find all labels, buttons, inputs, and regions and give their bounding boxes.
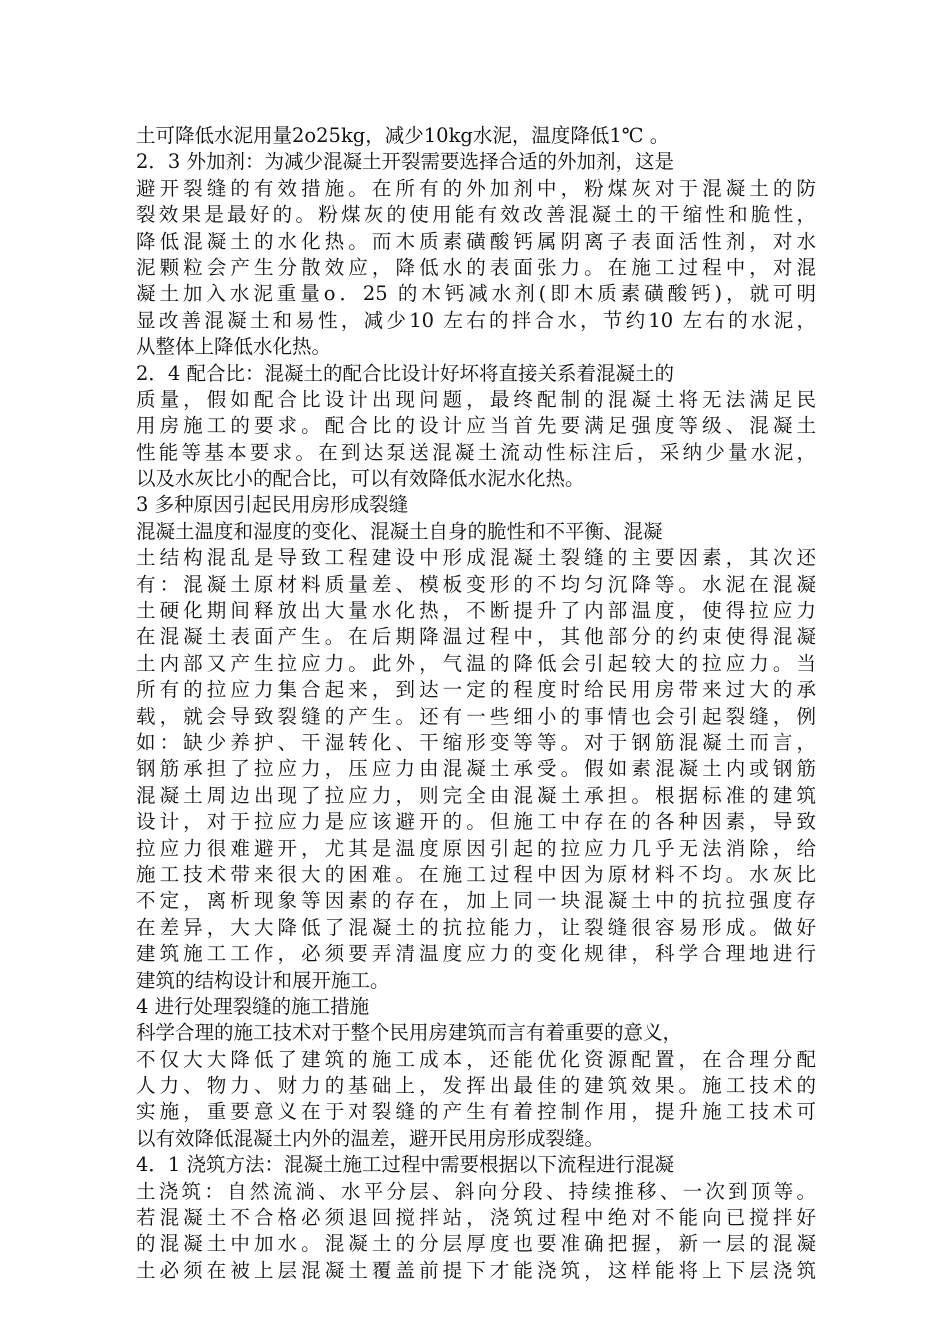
text-line: 实施，重要意义在于对裂缝的产生有着控制作用，提升施工技术可 (136, 1100, 816, 1124)
text-line: 设计，对于拉应力是应该避开的。但施工中存在的各种因素，导致 (136, 810, 816, 834)
text-line: 4．1 浇筑方法：混凝土施工过程中需要根据以下流程进行混凝 (136, 1153, 675, 1177)
text-line: 拉应力很难避开，尤其是温度原因引起的拉应力几乎无法消除，给 (136, 836, 816, 860)
text-line: 显改善混凝土和易性，减少10 左右的拌合水，节约10 左右的水泥， (136, 308, 816, 332)
text-line: 如：缺少养护、干湿转化、干缩形变等等。对于钢筋混凝土而言， (136, 730, 816, 754)
text-line: 从整体上降低水化热。 (136, 335, 332, 359)
text-line: 性能等基本要求。在到达泵送混凝土流动性标注后，采纳少量水泥， (136, 440, 816, 464)
text-line: 不定，离析现象等因素的存在，加上同一块混凝土中的抗拉强度存 (136, 889, 816, 913)
text-line: 人力、物力、财力的基础上，发挥出最佳的建筑效果。施工技术的 (136, 1074, 816, 1098)
text-line: 土可降低水泥用量2o25kg，减少10kg水泥，温度降低1℃ 。 (136, 124, 670, 147)
text-line: 混凝土温度和湿度的变化、混凝土自身的脆性和不平衡、混凝 (136, 519, 663, 543)
text-line: 2．4 配合比：混凝土的配合比设计好坏将直接关系着混凝土的 (136, 361, 675, 385)
text-line: 所有的拉应力集合起来，到达一定的程度时给民用房带来过大的承 (136, 678, 816, 702)
text-line: 科学合理的施工技术对于整个民用房建筑而言有着重要的意义， (136, 1021, 683, 1045)
text-line: 不仅大大降低了建筑的施工成本，还能优化资源配置，在合理分配 (136, 1047, 816, 1071)
text-line: 土必须在被上层混凝土覆盖前提下才能浇筑，这样能将上下层浇筑 (136, 1258, 816, 1282)
text-line: 有：混凝土原材料质量差、模板变形的不均匀沉降等。水泥在混凝 (136, 572, 816, 596)
text-line: 土浇筑：自然流淌、水平分层、斜向分段、持续推移、一次到顶等。 (136, 1179, 816, 1203)
text-line: 避开裂缝的有效措施。在所有的外加剂中，粉煤灰对于混凝土的防 (136, 176, 816, 200)
text-line: 钢筋承担了拉应力，压应力由混凝土承受。假如素混凝土内或钢筋 (136, 757, 816, 781)
text-line: 质量，假如配合比设计出现问题，最终配制的混凝土将无法满足民 (136, 387, 816, 411)
text-line: 载，就会导致裂缝的产生。还有一些细小的事情也会引起裂缝，例 (136, 704, 816, 728)
section-heading: 3 多种原因引起民用房形成裂缝 (136, 493, 409, 517)
text-line: 裂效果是最好的。粉煤灰的使用能有效改善混凝土的干缩性和脆性， (136, 203, 816, 227)
text-line: 凝土加入水泥重量o．25 的木钙减水剂(即木质素磺酸钙)，就可明 (136, 282, 816, 306)
text-line: 用房施工的要求。配合比的设计应当首先要满足强度等级、混凝土 (136, 414, 816, 438)
text-line: 在差异，大大降低了混凝土的抗拉能力，让裂缝很容易形成。做好 (136, 915, 816, 939)
text-line: 在混凝土表面产生。在后期降温过程中，其他部分的约束使得混凝 (136, 625, 816, 649)
text-line: 以及水灰比小的配合比，可以有效降低水泥水化热。 (136, 467, 585, 491)
section-heading: 4 进行处理裂缝的施工措施 (136, 994, 370, 1018)
text-line: 2．3 外加剂：为减少混凝土开裂需要选择合适的外加剂，这是 (136, 150, 675, 174)
text-line: 建筑的结构设计和展开施工。 (136, 968, 390, 992)
text-line: 以有效降低混凝土内外的温差，避开民用房形成裂缝。 (136, 1126, 605, 1150)
text-line: 土内部又产生拉应力。此外，气温的降低会引起较大的拉应力。当 (136, 651, 816, 675)
text-line: 土硬化期间释放出大量水化热，不断提升了内部温度，使得拉应力 (136, 599, 816, 623)
text-line: 土结构混乱是导致工程建设中形成混凝土裂缝的主要因素，其次还 (136, 546, 816, 570)
text-line: 混凝土周边出现了拉应力，则完全由混凝土承担。根据标准的建筑 (136, 783, 816, 807)
text-line: 建筑施工工作，必须要弄清温度应力的变化规律，科学合理地进行 (136, 942, 816, 966)
text-line: 降低混凝土的水化热。而木质素磺酸钙属阴离子表面活性剂，对水 (136, 229, 816, 253)
text-line: 的混凝土中加水。混凝土的分层厚度也要准确把握，新一层的混凝 (136, 1232, 816, 1256)
text-line: 若混凝土不合格必须退回搅拌站，浇筑过程中绝对不能向已搅拌好 (136, 1206, 816, 1230)
text-line: 泥颗粒会产生分散效应，降低水的表面张力。在施工过程中，对混 (136, 255, 816, 279)
document-page (136, 123, 816, 1284)
text-line: 施工技术带来很大的困难。在施工过程中因为原材料不均。水灰比 (136, 862, 816, 886)
